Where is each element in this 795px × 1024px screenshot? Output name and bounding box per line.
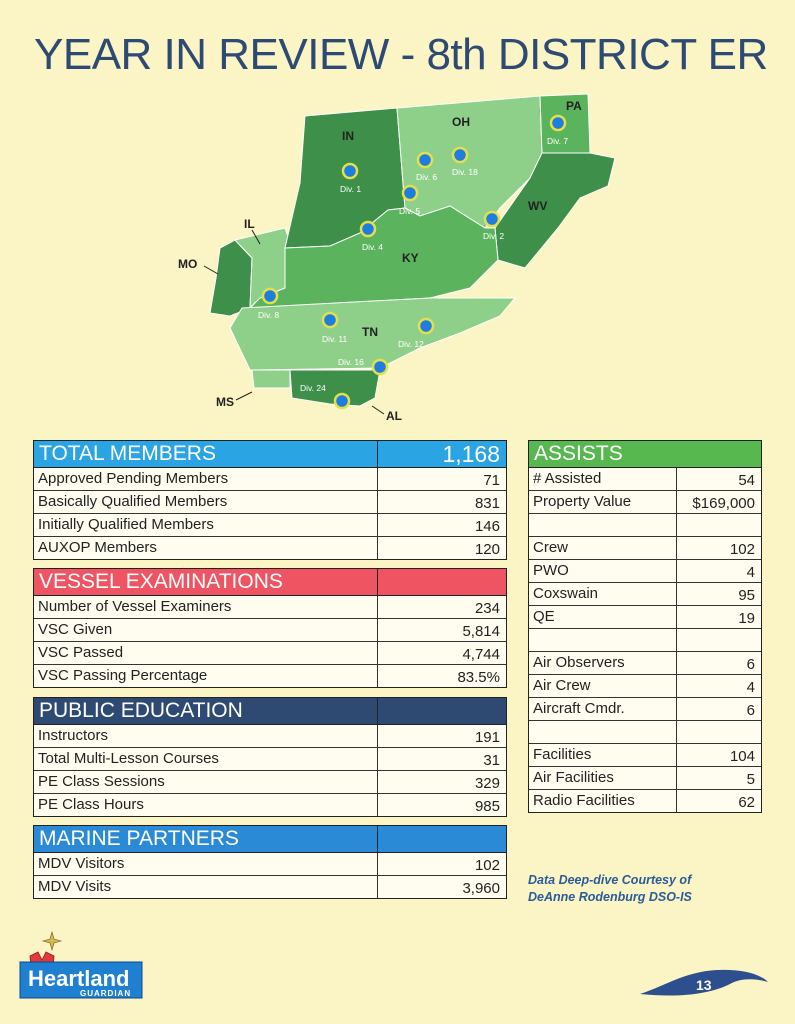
public-education-title: PUBLIC EDUCATION bbox=[34, 698, 378, 724]
svg-text:Div. 1: Div. 1 bbox=[340, 184, 362, 194]
label-in: IN bbox=[342, 129, 354, 143]
label-tn: TN bbox=[362, 325, 378, 339]
page-number-swoosh bbox=[640, 962, 770, 1002]
table-row: Crew 102 bbox=[529, 537, 761, 560]
label-oh: OH bbox=[452, 115, 470, 129]
svg-text:Div. 6: Div. 6 bbox=[416, 172, 438, 182]
state-ky bbox=[250, 206, 498, 308]
table-row: Number of Vessel Examiners 234 bbox=[34, 596, 506, 619]
svg-text:Div. 24: Div. 24 bbox=[300, 383, 326, 393]
table-row-spacer bbox=[529, 629, 761, 652]
svg-text:Div. 18: Div. 18 bbox=[452, 167, 478, 177]
marine-partners-title: MARINE PARTNERS bbox=[34, 826, 378, 852]
assists-title: ASSISTS bbox=[534, 442, 623, 465]
table-row-spacer bbox=[529, 721, 761, 744]
label-mo: MO bbox=[178, 257, 198, 271]
table-row: Radio Facilities 62 bbox=[529, 790, 761, 812]
page-title: YEAR IN REVIEW - 8th DISTRICT ER bbox=[34, 30, 768, 79]
state-ms bbox=[252, 370, 290, 388]
leader-ms bbox=[236, 392, 252, 400]
svg-text:Div. 7: Div. 7 bbox=[547, 136, 569, 146]
table-row: Coxswain 95 bbox=[529, 583, 761, 606]
svg-text:Div. 11: Div. 11 bbox=[322, 334, 348, 344]
vessel-examinations-title: VESSEL EXAMINATIONS bbox=[34, 569, 378, 595]
table-row: Air Observers 6 bbox=[529, 652, 761, 675]
svg-text:Div. 8: Div. 8 bbox=[258, 310, 280, 320]
total-members-header bbox=[34, 441, 506, 468]
table-row: PE Class Sessions 329 bbox=[34, 771, 506, 794]
data-credit bbox=[528, 872, 692, 906]
table-row: Facilities 104 bbox=[529, 744, 761, 767]
table-row: QE 19 bbox=[529, 606, 761, 629]
table-row: PE Class Hours 985 bbox=[34, 794, 506, 816]
table-row: Property Value $169,000 bbox=[529, 491, 761, 514]
table-row: Air Crew 4 bbox=[529, 675, 761, 698]
table-row: Aircraft Cmdr. 6 bbox=[529, 698, 761, 721]
svg-text:Div. 12: Div. 12 bbox=[398, 339, 424, 349]
total-members-table bbox=[33, 440, 507, 560]
svg-text:Div. 4: Div. 4 bbox=[362, 242, 384, 252]
table-row: PWO 4 bbox=[529, 560, 761, 583]
sparkle-icon bbox=[43, 932, 61, 950]
table-row: Air Facilities 5 bbox=[529, 767, 761, 790]
district-map bbox=[178, 88, 620, 428]
table-row: VSC Passing Percentage 83.5% bbox=[34, 665, 506, 687]
table-row: Initially Qualified Members 146 bbox=[34, 514, 506, 537]
label-pa: PA bbox=[566, 99, 582, 113]
credit-line-2: DeAnne Rodenburg DSO-IS bbox=[528, 890, 692, 904]
table-row: Total Multi-Lesson Courses 31 bbox=[34, 748, 506, 771]
leader-mo bbox=[204, 266, 218, 274]
leader-al bbox=[372, 406, 384, 414]
svg-text:Div. 2: Div. 2 bbox=[483, 231, 505, 241]
heartland-guardian-logo bbox=[18, 932, 146, 1000]
total-members-title: TOTAL MEMBERS bbox=[34, 441, 378, 467]
table-row: MDV Visits 3,960 bbox=[34, 876, 506, 898]
label-ky: KY bbox=[402, 251, 419, 265]
label-al: AL bbox=[386, 409, 402, 423]
table-row: Basically Qualified Members 831 bbox=[34, 491, 506, 514]
vessel-examinations-header bbox=[34, 569, 506, 596]
table-row: VSC Passed 4,744 bbox=[34, 642, 506, 665]
table-row: # Assisted 54 bbox=[529, 468, 761, 491]
table-row: Approved Pending Members 71 bbox=[34, 468, 506, 491]
table-row: MDV Visitors 102 bbox=[34, 853, 506, 876]
svg-text:Div. 16: Div. 16 bbox=[338, 357, 364, 367]
assists-table bbox=[528, 440, 762, 813]
public-education-header bbox=[34, 698, 506, 725]
public-education-table bbox=[33, 697, 507, 817]
svg-text:Div. 5: Div. 5 bbox=[399, 206, 421, 216]
total-members-count: 1,168 bbox=[442, 441, 500, 467]
table-row: VSC Given 5,814 bbox=[34, 619, 506, 642]
vessel-examinations-table bbox=[33, 568, 507, 688]
marine-partners-header bbox=[34, 826, 506, 853]
table-row-spacer bbox=[529, 514, 761, 537]
label-wv: WV bbox=[528, 199, 548, 213]
logo-word-heartland: Heartland bbox=[28, 966, 130, 991]
page-number: 13 bbox=[696, 977, 712, 993]
label-il: IL bbox=[244, 217, 255, 231]
credit-line-1: Data Deep-dive Courtesy of bbox=[528, 873, 692, 887]
assists-header bbox=[529, 441, 761, 468]
logo-word-guardian: GUARDIAN bbox=[80, 989, 132, 998]
table-row: AUXOP Members 120 bbox=[34, 537, 506, 559]
marine-partners-table bbox=[33, 825, 507, 899]
label-ms: MS bbox=[216, 395, 234, 409]
table-row: Instructors 191 bbox=[34, 725, 506, 748]
